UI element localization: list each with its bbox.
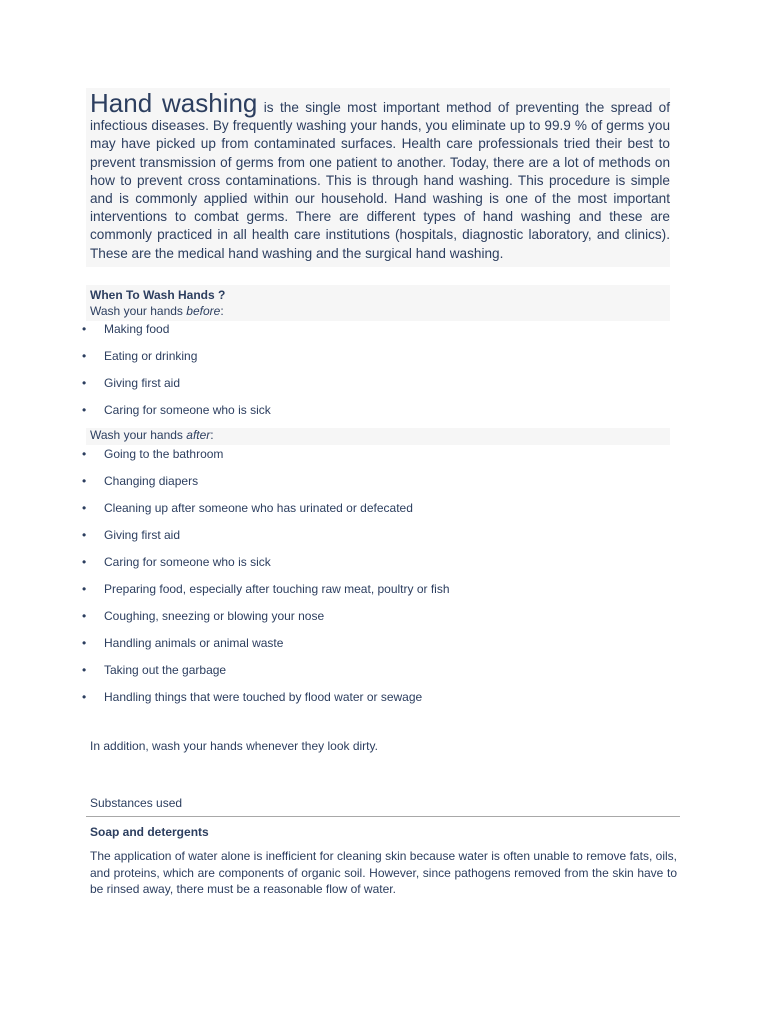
bullet-icon: • [82,376,87,390]
when-to-wash-heading: When To Wash Hands ? [90,288,226,302]
bullet-icon: • [82,690,87,704]
list-item [78,527,450,554]
before-label [90,304,224,318]
list-item [78,689,450,716]
soap-paragraph: The application of water alone is inefficient for cleaning skin because water is often unable to remove fats, oils, and proteins, which are components of organic soil. However, since pathogens removed from the skin have to be rinsed away, there must be a reasonable flow of water. [90,849,677,896]
list-item-text: Taking out the garbage [104,663,227,677]
after-label-emphasis: after [186,428,211,442]
bullet-icon: • [82,349,87,363]
bullet-icon: • [82,322,87,336]
list-item-text: Caring for someone who is sick [104,403,271,417]
before-label-suffix: : [220,304,224,318]
before-label-emphasis: before [186,304,221,318]
bullet-icon: • [82,582,87,596]
before-label-prefix: Wash your hands [90,304,187,318]
list-item-text: Giving first aid [104,528,181,542]
before-list [78,321,271,429]
list-item-text: Preparing food, especially after touching raw meat, poultry or fish [104,582,450,596]
list-item [78,446,450,473]
list-item-text: Coughing, sneezing or blowing your nose [104,609,325,623]
bullet-icon: • [82,555,87,569]
bullet-icon: • [82,528,87,542]
list-item-text: Handling things that were touched by flood water or sewage [104,690,423,704]
list-item-text: Cleaning up after someone who has urinated or defecated [104,501,413,515]
bullet-icon: • [82,447,87,461]
bullet-icon: • [82,403,87,417]
list-item [78,662,450,689]
after-label-suffix: : [210,428,214,442]
addition-note: In addition, wash your hands whenever they look dirty. [90,739,378,753]
intro-lead-term: Hand washing [90,88,258,118]
list-item [78,581,450,608]
list-item-text: Making food [104,322,170,336]
soap-heading: Soap and detergents [90,825,209,839]
list-item-text: Going to the bathroom [104,447,224,461]
list-item [78,402,271,429]
substances-heading: Substances used [90,796,183,810]
after-label [90,428,214,442]
list-item [78,500,450,527]
bullet-icon: • [82,663,87,677]
bullet-icon: • [82,501,87,515]
bullet-icon: • [82,474,87,488]
bullet-icon: • [82,636,87,650]
list-item [78,348,271,375]
intro-body-text: is the single most important method of preventing the spread of infectious diseases. By frequently washing your hands, you eliminate up to 99.9 % of germs you may have picked up from contaminated surfaces. Health care professionals tried their best to prevent transmission of germs from one patient to another. Today, there are a lot of methods on how to prevent cross contaminations. This is through hand washing. This procedure is simple and is commonly applied within our household. Hand washing is one of the most important interventions to combat germs. There are different types of hand washing and these are commonly practiced in all health care institutions (hospitals, diagnostic laboratory, and clinics). These are the medical hand washing and the surgical hand washing. [90,100,670,261]
list-item [78,375,271,402]
list-item [78,635,450,662]
after-list [78,446,450,716]
list-item [78,608,450,635]
list-item [78,554,450,581]
list-item [78,473,450,500]
bullet-icon: • [82,609,87,623]
intro-paragraph [90,90,670,263]
list-item-text: Giving first aid [104,376,181,390]
list-item-text: Eating or drinking [104,349,198,363]
list-item-text: Caring for someone who is sick [104,555,271,569]
after-label-prefix: Wash your hands [90,428,187,442]
intro-section [86,88,670,267]
list-item-text: Changing diapers [104,474,199,488]
section-divider [86,816,680,817]
list-item [78,321,271,348]
list-item-text: Handling animals or animal waste [104,636,284,650]
